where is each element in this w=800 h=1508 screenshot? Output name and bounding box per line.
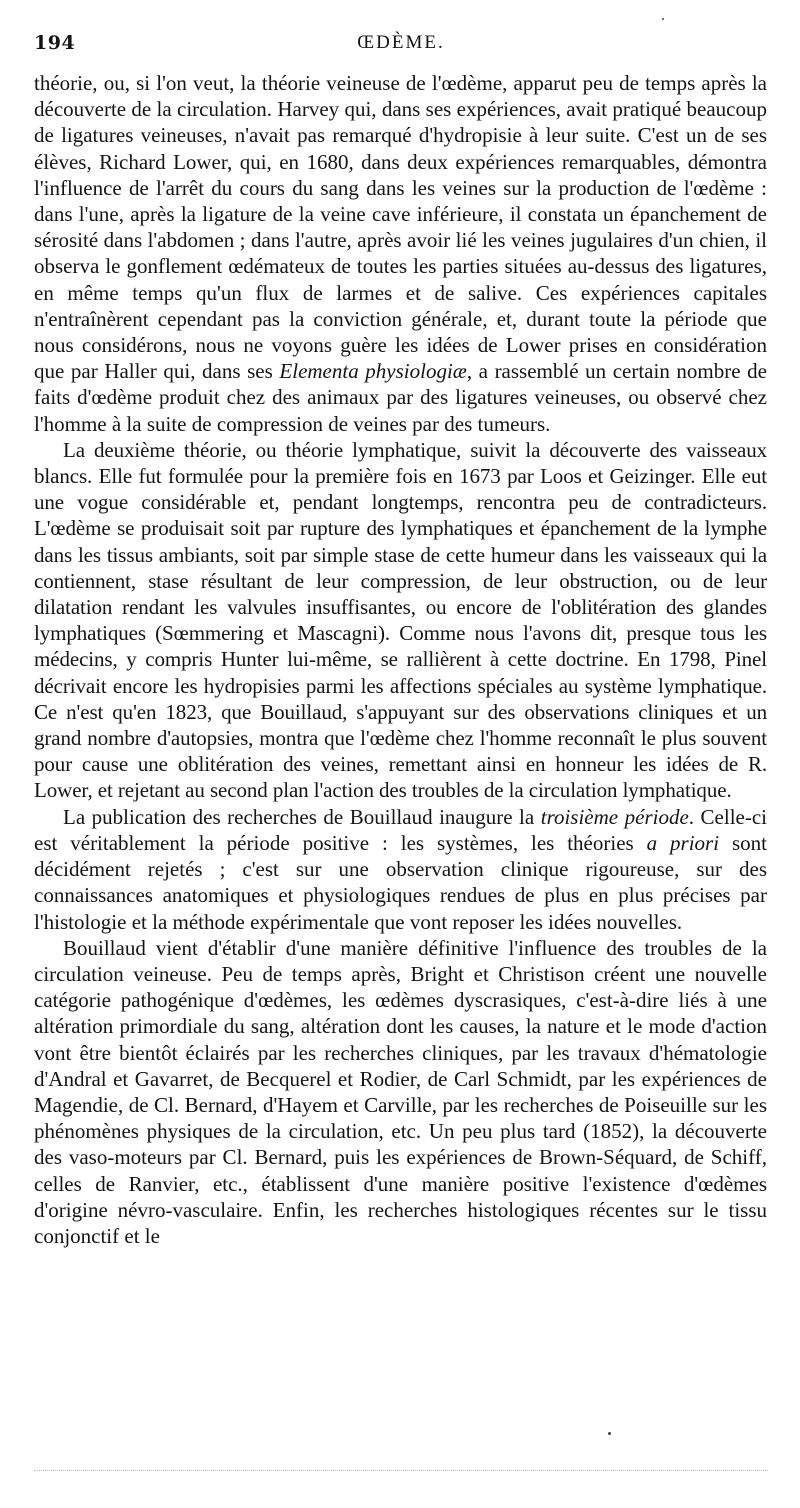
paragraph-third-period: [34, 804, 767, 935]
text-run: La deuxième théorie, ou théorie lymphatique, suivit la découverte des vaisseaux blancs. Elle fut formulée pour la première fois en 1673 par Loos et Geizinger. Elle eut une vogue considérable et, pendant longtemps, rencontra peu de contradicteurs. L'œdème se produisait soit par rupture des lymphatiques et épanchement de la lymphe dans les tissus ambiants, soit par simple stase de cette humeur dans les vaisseaux qui la contiennent, stase résultant de leur compression, de leur obstruction, ou de leur dilatation rendant les valvules insuffisantes, ou encore de l'oblitération des glandes lymphatiques (Sœmmering et Mascagni). Comme nous l'avons dit, presque tous les médecins, y compris Hunter lui-même, se rallièrent à cette doctrine. En 1798, Pinel décrivait encore les hydropisies parmi les affections spéciales au système lymphatique. Ce n'est qu'en 1823, que Bouillaud, s'appuyant sur des observations cliniques et un grand nombre d'autopsies, montra que l'œdème chez l'homme reconnaît le plus souvent pour cause une oblitération des veines, remettant ainsi en honneur les idées de R. Lower, et rejetant au second plan l'action des troubles de la circulation lymphatique.: [34, 437, 767, 803]
bottom-edge-dots: [34, 1470, 768, 1473]
page-number: 194: [34, 32, 76, 54]
ink-speck: [662, 18, 664, 20]
italic-run: Elementa physiologiæ: [279, 359, 467, 384]
italic-run: a priori: [646, 830, 720, 855]
running-head: [34, 30, 768, 60]
text-run: Bouillaud vient d'établir d'une manière définitive l'influence des troubles de la circulation veineuse. Peu de temps après, Bright et Christison créent une nouvelle catégorie pathogénique d'œdèmes, les œdèmes dyscrasiques, c'est-à-dire liés à une altération primordiale du sang, altération dont les causes, la nature et le mode d'action vont être bientôt éclairés par les recherches cliniques, par les travaux d'hématologie d'Andral et Gavarret, de Becquerel et Rodier, de Carl Schmidt, par les expériences de Magendie, de Cl. Bernard, d'Hayem et Carville, par les recherches de Poiseuille sur les phénomènes physiques de la circulation, etc. Un peu plus tard (1852), la découverte des vaso-moteurs par Cl. Bernard, puis les expériences de Brown-Séquard, de Schiff, celles de Ranvier, etc., établissent d'une manière positive l'existence d'œdèmes d'origine névro-vasculaire. Enfin, les recherches histologiques récentes sur le tissu conjonctif et le: [34, 935, 767, 1248]
running-title: ŒDÈME.: [357, 32, 445, 53]
text-run: sont décidément rejetés ; c'est sur une observation clinique rigoureuse, sur des connaissances anatomiques et physiologiques rendues de plus en plus précises par l'histologie et la méthode expérimentale que vont reposer les idées nouvelles.: [34, 830, 767, 934]
text-run: . Celle-ci est véritablement la période positive : les systèmes, les théories: [34, 804, 768, 855]
paragraph-bouillaud-bright: [34, 935, 767, 1249]
paragraph-venous-theory: [34, 70, 767, 437]
text-run: théorie, ou, si l'on veut, la théorie veineuse de l'œdème, apparut peu de temps après la découverte de la circulation. Harvey qui, dans ses expériences, avait pratiqué beaucoup de ligatures veineuses, n'avait pas remarqué d'hydropisie à leur suite. C'est un de ses élèves, Richard Lower, qui, en 1680, dans deux expériences remarquables, démontra l'influence de l'arrêt du cours du sang dans les veines sur la production de l'œdème : dans l'une, après la ligature de la veine cave inférieure, il constata un épanchement de sérosité dans l'abdomen ; dans l'autre, après avoir lié les veines jugulaires d'un chien, il observa le gonflement œdémateux de toutes les parties situées au-dessus des ligatures, en même temps qu'un flux de larmes et de salive. Ces expériences capitales n'entraînèrent cependant pas la conviction générale, et, durant toute la période que nous considérons, nous ne voyons guère les idées de Lower prises en considération que par Haller qui, dans ses: [34, 71, 767, 384]
body-text: [34, 70, 767, 1249]
italic-run: troisième période: [540, 804, 689, 829]
ink-speck: [608, 1432, 611, 1435]
text-run: , a rassemblé un certain nombre de faits d'œdème produit chez des animaux par des ligatures veineuses, ou observé chez l'homme à la suite de compression de veines par des tumeurs.: [34, 359, 767, 436]
paragraph-lymphatic-theory: [34, 437, 767, 804]
text-run: La publication des recherches de Bouillaud inaugure la: [63, 804, 541, 829]
